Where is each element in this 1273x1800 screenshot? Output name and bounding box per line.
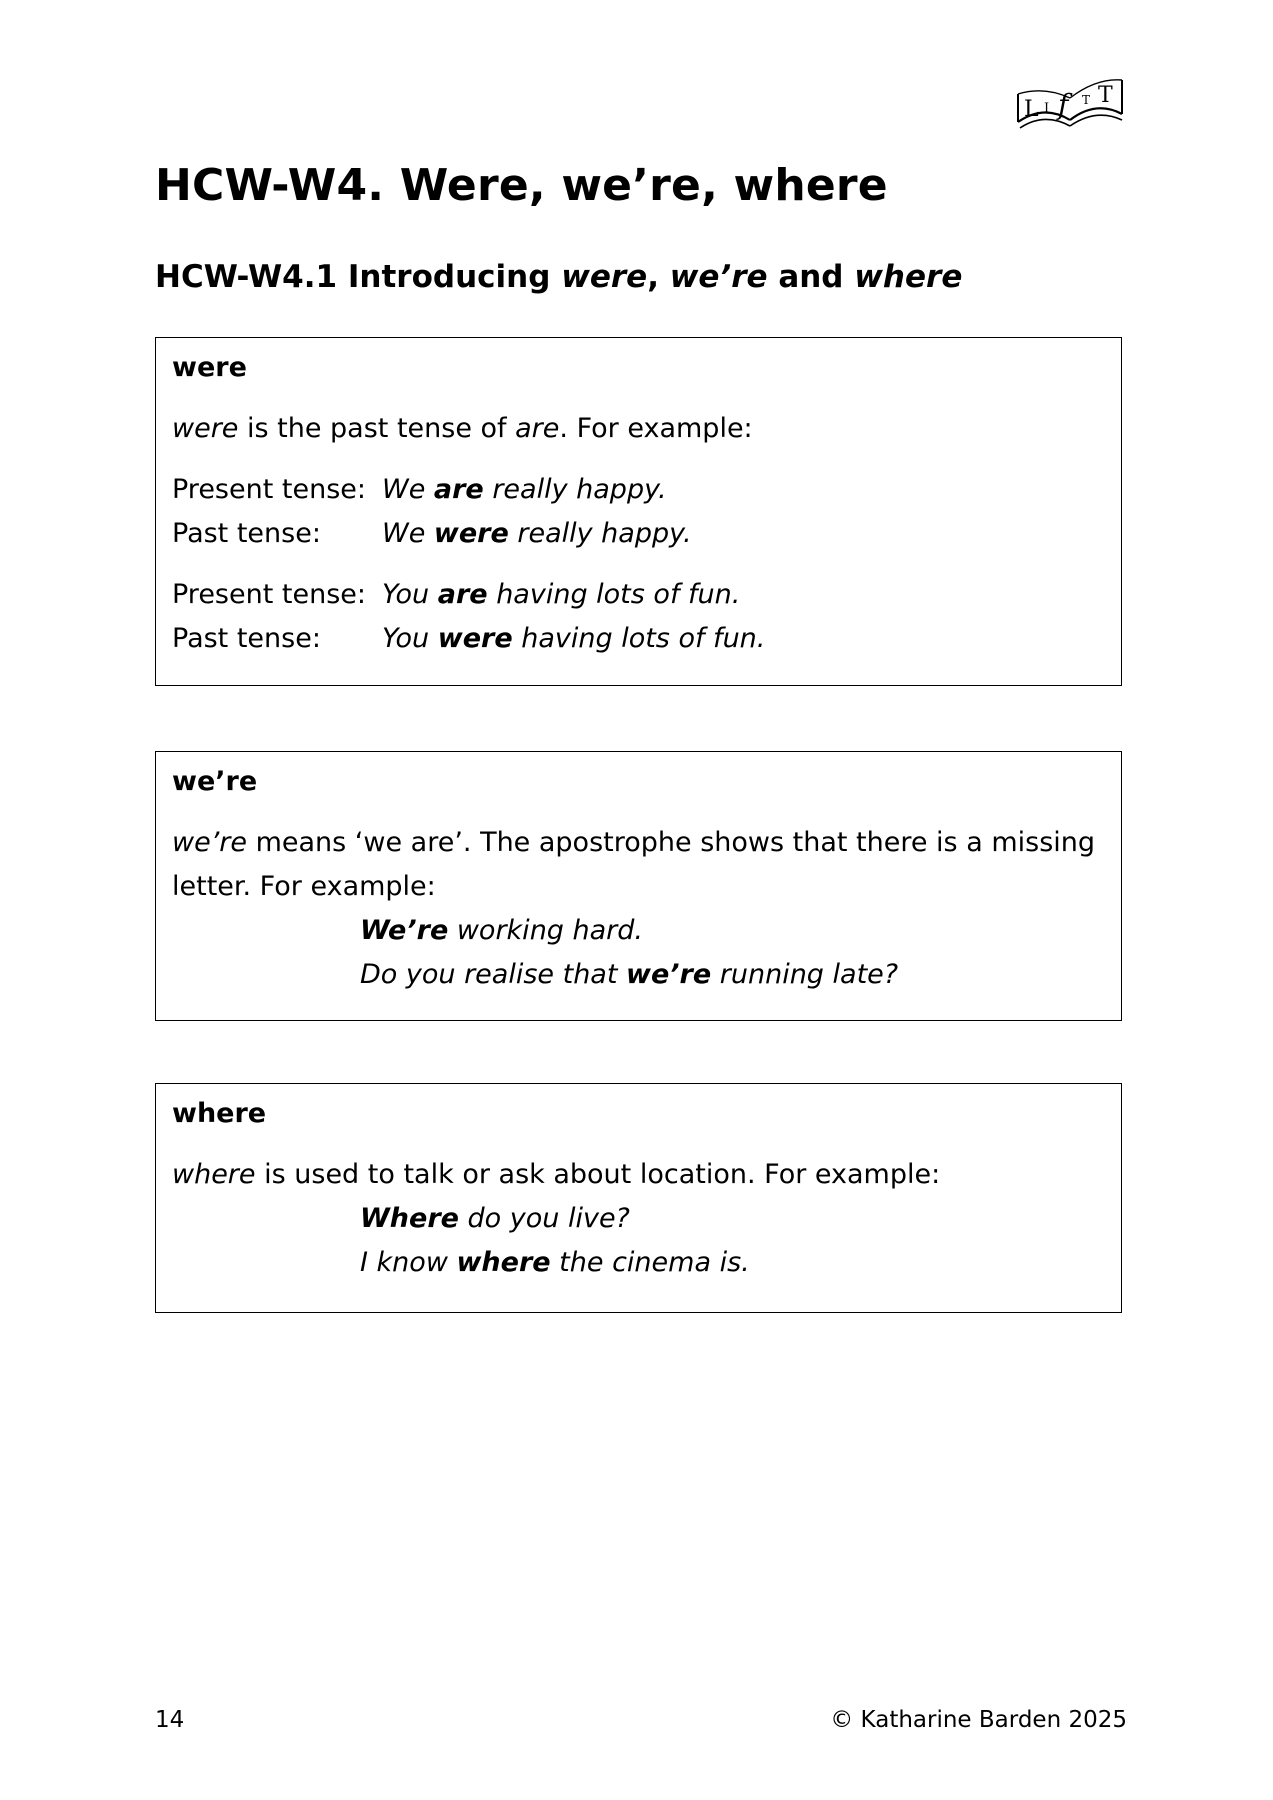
were-box-heading: were xyxy=(172,352,247,383)
tense-label: Present tense: xyxy=(172,579,366,610)
tense-row-present xyxy=(172,468,1105,512)
tense-example: You are having lots of fun. xyxy=(382,579,741,610)
page-number: 14 xyxy=(155,1707,185,1733)
svg-text:f: f xyxy=(1058,88,1069,121)
where-intro-word: where xyxy=(172,1159,256,1190)
page-title: HCW-W4. Were, we’re, where xyxy=(155,160,888,211)
section-title-we-re: we’re xyxy=(669,259,768,295)
svg-text:T: T xyxy=(1082,93,1091,107)
example-sentence: We’re working hard. xyxy=(360,915,644,946)
where-box-intro: where is used to talk or ask about location. For example: xyxy=(172,1159,941,1190)
we-re-box-heading: we’re xyxy=(172,766,258,797)
copyright-notice: © Katharine Barden 2025 xyxy=(830,1707,1127,1733)
tense-row-past xyxy=(172,512,1105,556)
tense-example: We were really happy. xyxy=(382,518,692,549)
tense-row-past xyxy=(172,617,1105,661)
liftt-logo xyxy=(1014,76,1126,138)
we-re-box-intro: we’re means ‘we are’. The apostrophe shows that there is a missing letter. For example: xyxy=(172,827,1096,902)
tense-row-present xyxy=(172,573,1105,617)
section-title-sep1: , xyxy=(647,259,670,295)
tense-example: We are really happy. xyxy=(382,474,667,505)
tense-label: Present tense: xyxy=(172,474,366,505)
are-intro-word: are xyxy=(515,413,560,444)
section-title-where: where xyxy=(854,259,963,295)
section-title-sep2: and xyxy=(767,259,855,295)
tense-label: Past tense: xyxy=(172,518,321,549)
were-intro-word: were xyxy=(172,413,239,444)
tense-label: Past tense: xyxy=(172,623,321,654)
we-re-intro-word: we’re xyxy=(172,827,247,858)
example-sentence: I know where the cinema is. xyxy=(360,1247,750,1278)
tense-example: You were having lots of fun. xyxy=(382,623,766,654)
svg-text:L: L xyxy=(1024,97,1039,122)
svg-text:T: T xyxy=(1098,83,1113,108)
section-title-were: were xyxy=(561,259,648,295)
we-re-box xyxy=(155,751,1122,1021)
where-box-heading: where xyxy=(172,1098,267,1129)
svg-text:I: I xyxy=(1044,101,1050,116)
example-sentence: Where do you live? xyxy=(360,1203,630,1234)
section-title xyxy=(155,256,962,298)
were-box xyxy=(155,337,1122,686)
example-sentence: Do you realise that we’re running late? xyxy=(360,959,899,990)
section-title-prefix: HCW-W4.1 Introducing xyxy=(155,259,562,295)
were-box-intro: were is the past tense of are. For example: xyxy=(172,413,753,444)
where-box xyxy=(155,1083,1122,1313)
